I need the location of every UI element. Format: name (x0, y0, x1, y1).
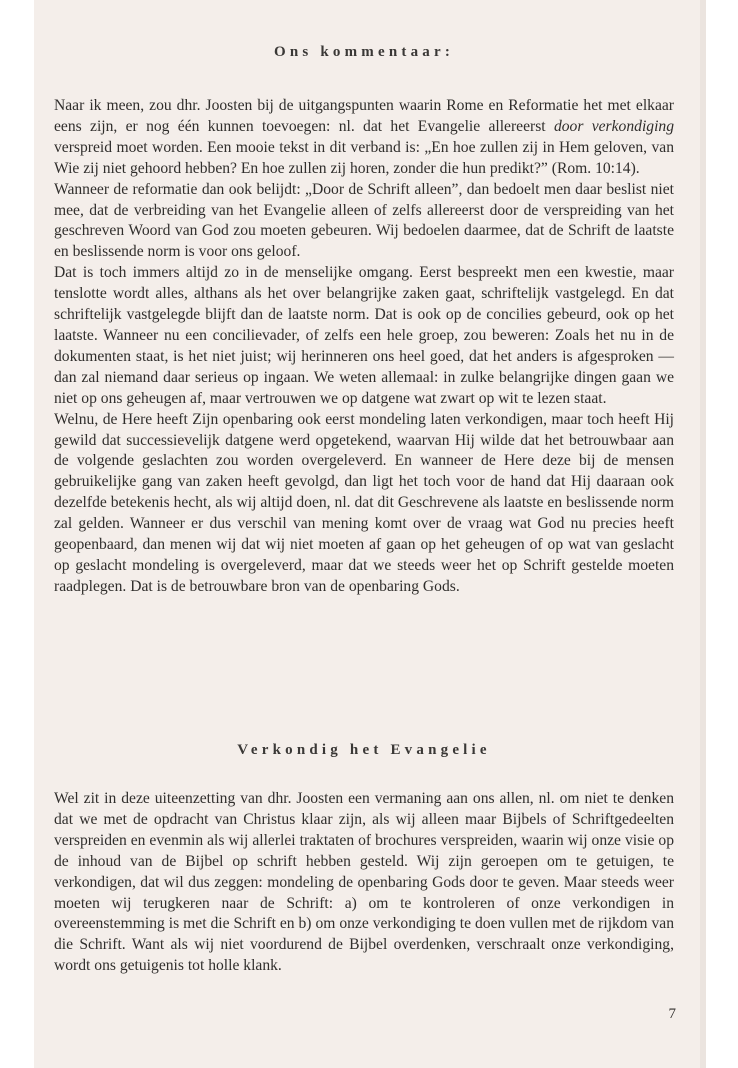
paragraph: Welnu, de Here heeft Zijn openbaring ook eerst mondeling laten verkondigen, maar toch heeft Hij gewild dat successievelijk datgene werd opgetekend, waarvan Hij wilde dat het betrouwbaar aan de volgende geslachten zou worden overgeleverd. En wanneer de Here deze bij de mensen gebruikelijke gang van zaken heeft gevolgd, dan ligt het toch voor de hand dat Hij daaraan ook dezelfde betekenis hecht, als wij altijd doen, nl. dat dit Geschrevene als laatste en beslissende norm zal gelden. Wanneer er dus verschil van mening komt over de vraag wat God nu precies heeft geopenbaard, dan menen wij dat wij niet moeten af gaan op het geheugen of op wat van geslacht op geslacht mondeling is overgeleverd, maar dat we steeds weer het op Schrift gestelde moeten raadplegen. Dat is de betrouwbare bron van de openbaring Gods. (54, 410, 674, 595)
emphasis-text: door verkondiging (553, 117, 674, 135)
paragraph-text: verspreid moet worden. Een mooie tekst in dit verband is: „En hoe zullen zij in Hem geloven, van Wie zij niet gehoord hebben? En hoe zullen zij horen, zonder die hun predikt?” (Rom. 10:14). (54, 138, 674, 177)
page-edge-shade (700, 0, 706, 1068)
paragraph: Wel zit in deze uiteenzetting van dhr. Joosten een vermaning aan ons allen, nl. om niet te denken dat we met de opdracht van Christus klaar zijn, als wij alleen maar Bijbels of Schriftgedeelten verspreiden en evenmin als wij allerlei traktaten of brochures verspreiden, waarin wij onze visie op de inhoud van de Bijbel op schrift hebben gesteld. Wij zijn geroepen om te getuigen, te verkondigen, dat wil dus zeggen: mondeling de openbaring Gods door te geven. Maar steeds weer moeten wij terugkeren naar de Schrift: a) om te kontroleren of onze verkondigen in overeenstemming is met die Schrift en b) om onze verkondiging te doen vullen met de rijkdom van die Schrift. Want als wij niet voordurend de Bijbel overdenken, verschraalt onze verkondiging, wordt ons getuigenis tot holle klank. (54, 790, 674, 975)
document-page (34, 0, 706, 1068)
text-block-kommentaar (54, 96, 674, 598)
paragraph-text: Naar ik meen, zou dhr. Joosten bij de uitgangspunten waarin Rome en Reformatie het met elkaar eens zijn, er nog één kunnen toevoegen: nl. dat het Evangelie allereerst (54, 97, 674, 135)
paragraph: Wanneer de reformatie dan ook belijdt: „Door de Schrift alleen”, dan bedoelt men daar beslist niet mee, dat de verbreiding van het Evangelie alleen of zelfs allereerst door de verspreiding van het geschreven Woord van God zou moeten gebeuren. Wij bedoelen daarmee, dat de Schrift de laatste en beslissende norm is voor ons geloof. (54, 180, 674, 261)
paragraph: Dat is toch immers altijd zo in de menselijke omgang. Eerst bespreekt men een kwestie, maar tenslotte wordt alles, althans als het over belangrijke zaken gaat, schriftelijk vastgelegd. En dat schriftelijk vastgelegde blijft dan de laatste norm. Dat is ook op de concilies gebeurd, ook op het laatste. Wanneer nu een concilievader, of zelfs een hele groep, zou beweren: Zoals het nu in de dokumenten staat, is het niet juist; wij herinneren ons heel goed, dat het anders is afgesproken — dan zal niemand daar serieus op ingaan. We weten allemaal: in zulke belangrijke dingen gaan we niet op ons geheugen af, maar vertrouwen we op datgene wat zwart op wit te lezen staat. (54, 264, 674, 407)
text-block-verkondig (54, 789, 674, 977)
section-heading-kommentaar: Ons kommentaar: (273, 44, 455, 60)
page-number: 7 (668, 1006, 676, 1022)
section-heading-verkondig: Verkondig het Evangelie (237, 742, 491, 758)
paragraph (54, 96, 674, 180)
